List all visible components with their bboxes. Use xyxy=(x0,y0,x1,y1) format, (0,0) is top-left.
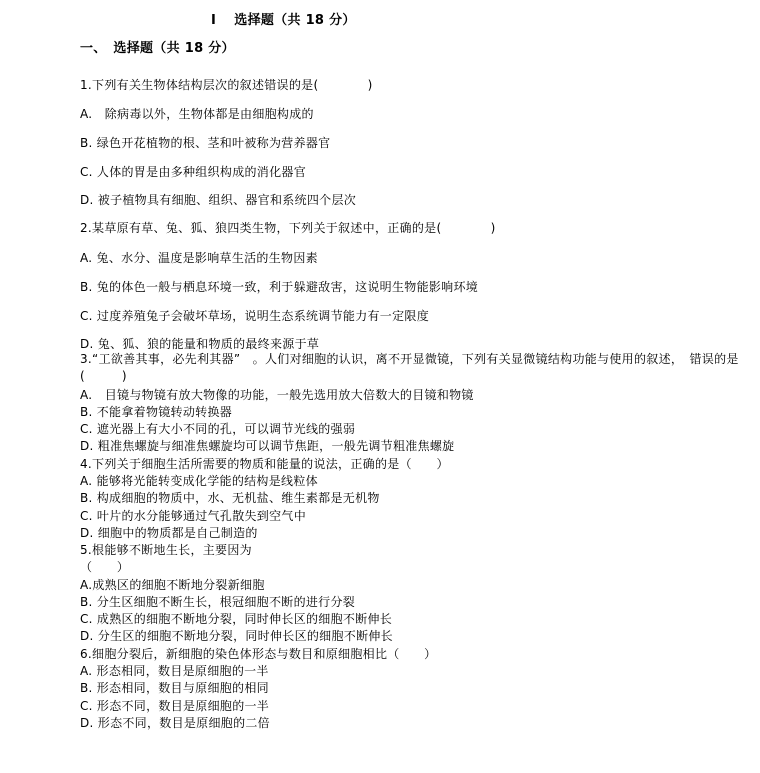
q5-option-a: A.成熟区的细胞不断地分裂新细胞 xyxy=(80,578,265,592)
q1-option-d: D. 被子植物具有细胞、组织、器官和系统四个层次 xyxy=(80,193,357,207)
q4-option-a: A. 能够将光能转变成化学能的结构是线粒体 xyxy=(80,474,318,488)
q4-stem: 4.下列关于细胞生活所需要的物质和能量的说法，正确的是（ ） xyxy=(80,457,449,471)
q6-stem: 6.细胞分裂后，新细胞的染色体形态与数目和原细胞相比（ ） xyxy=(80,647,437,661)
q4-option-d: D. 细胞中的物质都是自己制造的 xyxy=(80,526,258,540)
q4-option-c: C. 叶片的水分能够通过气孔散失到空气中 xyxy=(80,509,307,523)
q3-option-d: D. 粗准焦螺旋与细准焦螺旋均可以调节焦距，一般先调节粗准焦螺旋 xyxy=(80,439,455,453)
q6-option-b: B. 形态相同，数目与原细胞的相同 xyxy=(80,681,269,695)
q3-option-c: C. 遮光器上有大小不同的孔，可以调节光线的强弱 xyxy=(80,422,356,436)
q5-blank: （ ） xyxy=(80,560,130,574)
q2-stem: 2.某草原有草、兔、狐、狼四类生物，下列关于叙述中，正确的是( ) xyxy=(80,221,496,235)
q1-stem: 1.下列有关生物体结构层次的叙述错误的是( ) xyxy=(80,78,373,92)
q5-option-b: B. 分生区细胞不断生长，根冠细胞不断的进行分裂 xyxy=(80,595,356,609)
q2-option-a: A. 兔、水分、温度是影响草生活的生物因素 xyxy=(80,251,318,265)
q6-option-d: D. 形态不同，数目是原细胞的二倍 xyxy=(80,716,270,730)
q5-option-d: D. 分生区的细胞不断地分裂，同时伸长区的细胞不断伸长 xyxy=(80,629,393,643)
q3-option-a: A. 目镜与物镜有放大物像的功能，一般先选用放大倍数大的目镜和物镜 xyxy=(80,388,474,402)
q6-option-c: C. 形态不同，数目是原细胞的一半 xyxy=(80,699,270,713)
q2-option-c: C. 过度养殖兔子会破坏草场，说明生态系统调节能力有一定限度 xyxy=(80,309,430,323)
q6-option-a: A. 形态相同，数目是原细胞的一半 xyxy=(80,664,269,678)
q3-option-b: B. 不能拿着物镜转动转换器 xyxy=(80,405,233,419)
q1-option-b: B. 绿色开花植物的根、茎和叶被称为营养器官 xyxy=(80,136,331,150)
q3-stem: 3.“工欲善其事，必先利其器” 。人们对细胞的认识，离不开显微镜，下列有关显微镜结构功能与使用的叙述， 错误的是( ) xyxy=(80,352,739,383)
q5-stem: 5.根能够不断地生长，主要因为 xyxy=(80,543,252,557)
q2-option-d: D. 兔、狐、狼的能量和物质的最终来源于草 xyxy=(80,337,320,351)
page-title: I 选择题（共 18 分） xyxy=(211,13,356,28)
q2-option-b: B. 兔的体色一般与栖息环境一致，利于躲避敌害，这说明生物能影响环境 xyxy=(80,280,479,294)
q1-option-c: C. 人体的胃是由多种组织构成的消化器官 xyxy=(80,165,307,179)
q4-option-b: B. 构成细胞的物质中，水、无机盐、维生素都是无机物 xyxy=(80,491,380,505)
section-heading: 一、 选择题（共 18 分） xyxy=(80,41,235,56)
q5-option-c: C. 成熟区的细胞不断地分裂，同时伸长区的细胞不断伸长 xyxy=(80,612,393,626)
q1-option-a: A. 除病毒以外，生物体都是由细胞构成的 xyxy=(80,107,314,121)
